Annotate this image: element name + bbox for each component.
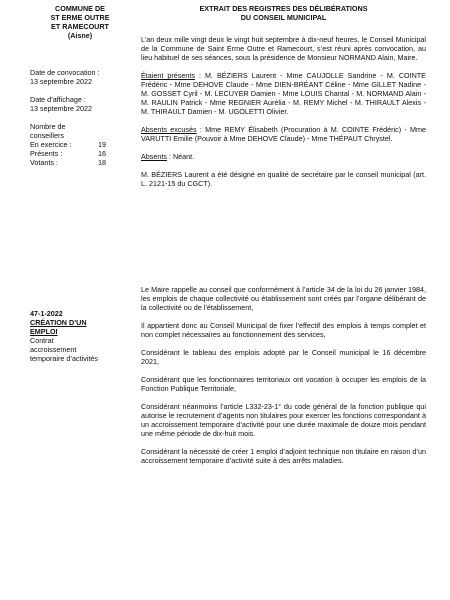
commune-header (30, 4, 130, 40)
absents-label: Absents (141, 152, 167, 161)
affichage-date: 13 septembre 2022 (30, 104, 92, 113)
commune-line: COMMUNE DE (55, 4, 105, 13)
count-row (30, 140, 130, 149)
count-label: Présents : (30, 149, 63, 158)
session-text (141, 35, 426, 188)
commune-line: (Aisne) (67, 31, 93, 40)
presents-paragraph (141, 71, 426, 116)
count-value: 19 (98, 140, 106, 149)
convocation-label: Date de convocation : (30, 68, 100, 77)
affichage-label: Date d’affichage : (30, 95, 86, 104)
body-paragraph: Le Maire rappelle au conseil que conformément à l’article 34 de la loi du 26 janvier 1984, les emplois de chaque collectivité ou établissement sont créés par l’organe délibérant de la collectivité ou de l’établissement, (141, 285, 426, 312)
meta-info (30, 68, 130, 167)
deliberation-subtitle: Contrat (30, 336, 54, 345)
absents-paragraph (141, 152, 426, 161)
nombre-label: conseillers (30, 131, 64, 140)
deliberation-subtitle: temporaire d’activités (30, 354, 98, 363)
count-value: 16 (98, 149, 106, 158)
body-paragraph: Considérant le tableau des emplois adopté par le Conseil municipal le 16 décembre 2021, (141, 348, 426, 366)
convocation-date: 13 septembre 2022 (30, 77, 92, 86)
body-paragraph: Considérant la nécessité de créer 1 emploi d’adjoint technique non titulaire en raison d’un accroissement temporaire d’activité suite à des arrêts maladies. (141, 447, 426, 465)
title-line: EXTRAIT DES REGISTRES DES DÉLIBÉRATIONS (199, 4, 368, 13)
excuses-text: : Mme REMY Élisabeth (Procuration à M. COINTE Frédéric) - Mme VARUTTI Emilie (Pouvoir à Mme DEHOVE Claude) - Mme THÉPAUT Chrystel. (141, 125, 426, 143)
deliberation-subtitle: accroissement (30, 345, 77, 354)
excuses-paragraph (141, 125, 426, 143)
intro-paragraph: L’an deux mille vingt deux le vingt huit septembre à dix-neuf heures, le Conseil Municipal de la Commune de Saint Erme Outre et Ramecourt, s’est réuni après convocation, au lieu habituel de ses séances, sous la présidence de Monsieur NORMAND Alain, Maire. (141, 35, 426, 62)
count-row (30, 158, 130, 167)
deliberation-title: CRÉATION D’UN (30, 318, 87, 327)
body-paragraph: Considérant que les fonctionnaires territoriaux ont vocation à occuper les emplois de la Fonction Publique Territoriale, (141, 375, 426, 393)
deliberation-body (141, 285, 426, 465)
count-value: 18 (98, 158, 106, 167)
commune-line: ST ERME OUTRE (50, 13, 110, 22)
absents-text: : Néant. (166, 152, 195, 161)
count-label: En exercice : (30, 140, 72, 149)
nombre-label: Nombre de (30, 122, 66, 131)
presents-text: : M. BÉZIERS Laurent - Mme CAUJOLLE Sandrine - M. COINTE Frédéric - Mme DEHOVE Claude - Mme DIEN-BRÉANT Céline - Mme GILLET Nadine - M. GOSSET Cyril - M. LECUYER Damien - Mme LOUIS Chantal - M. NORMAND Alain - M. RAULIN Patrick - Mme REGNIER Aurélia - M. REMY Michel - M. THIRAULT Alexis - M. THIRAULT Damien - M. UGOLETTI Olivier. (141, 71, 426, 116)
deliberation-id (30, 309, 130, 363)
count-label: Votants : (30, 158, 58, 167)
body-paragraph: Il appartient donc au Conseil Municipal de fixer l’effectif des emplois à temps complet et non complet nécessaires au fonctionnement des services, (141, 321, 426, 339)
excuses-label: Absents excusés (141, 125, 197, 134)
secretaire-paragraph: M. BÉZIERS Laurent a été désigné en qualité de secrétaire par le conseil municipal (art. L. 2121-15 du CGCT). (141, 170, 426, 188)
title-line: DU CONSEIL MUNICIPAL (240, 13, 327, 22)
commune-line: ET RAMECOURT (51, 22, 109, 31)
body-paragraph: Considérant néanmoins l’article L332-23-1° du code général de la fonction publique qui autorise le recrutement d’agents non titulaires pour exercer les fonctions correspondant à un accroissement temporaire d’activité pour une durée maximale de douze mois pendant une même période de dix-huit mois. (141, 402, 426, 438)
count-row (30, 149, 130, 158)
deliberation-title: EMPLOI (30, 327, 58, 336)
page-title (141, 4, 426, 22)
presents-label: Étaient présents (141, 71, 195, 80)
deliberation-number: 47-1-2022 (30, 309, 63, 318)
